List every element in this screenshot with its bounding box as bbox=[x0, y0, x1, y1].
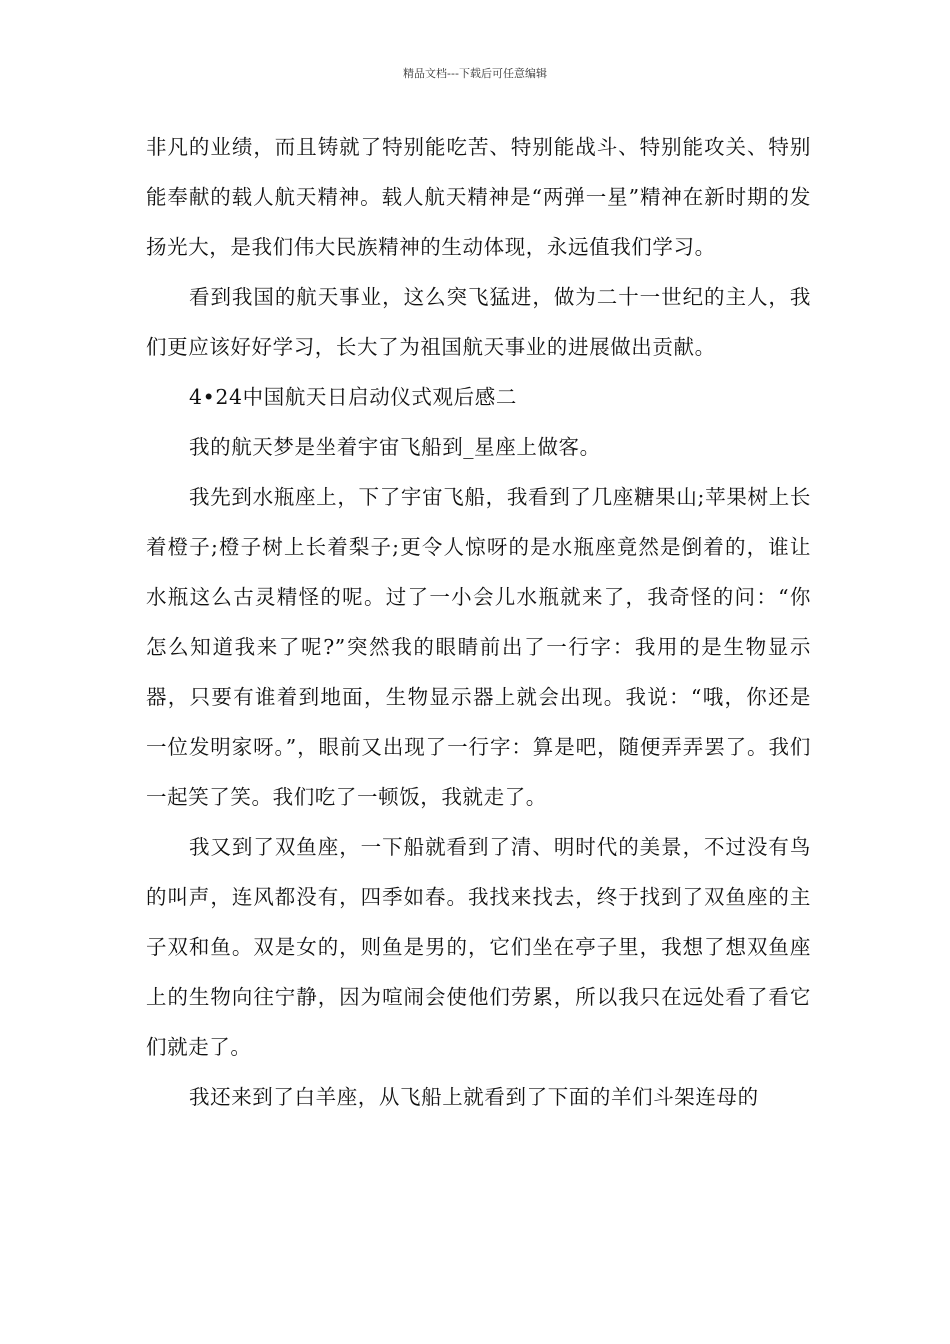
paragraph: 我的航天梦是坐着宇宙飞船到_星座上做客。 bbox=[189, 435, 601, 459]
document-body bbox=[146, 122, 811, 1122]
paragraph: 我还来到了白羊座，从飞船上就看到了下面的羊们斗架连母的 bbox=[189, 1085, 759, 1109]
page-header: 精品文档---下载后可任意编辑 bbox=[403, 67, 547, 80]
paragraph-continuation: 非凡的业绩，而且铸就了特别能吃苦、特别能战斗、特别能攻关、特别能奉献的载人航天精神。载人航天精神是“两弹一星”精神在新时期的发扬光大，是我们伟大民族精神的生动体现，永远值我们学习。 bbox=[146, 135, 811, 259]
paragraph: 我又到了双鱼座，一下船就看到了清、明时代的美景，不过没有鸟的叫声，连风都没有，四季如春。我找来找去，终于找到了双鱼座的主子双和鱼。双是女的，则鱼是男的，它们坐在亭子里，我想了想双鱼座上的生物向往宁静，因为喧闹会使他们劳累，所以我只在远处看了看它们就走了。 bbox=[146, 835, 811, 1059]
paragraph: 看到我国的航天事业，这么突飞猛进，做为二十一世纪的主人，我们更应该好好学习，长大了为祖国航天事业的进展做出贡献。 bbox=[146, 285, 811, 359]
paragraph: 我先到水瓶座上，下了宇宙飞船，我看到了几座糖果山;苹果树上长着橙子;橙子树上长着梨子;更令人惊呀的是水瓶座竟然是倒着的，谁让水瓶这么古灵精怪的呢。过了一小会儿水瓶就来了，我奇怪的问：“你怎么知道我来了呢?”突然我的眼睛前出了一行字：我用的是生物显示器，只要有谁着到地面，生物显示器上就会出现。我说：“哦，你还是一位发明家呀。”，眼前又出现了一行字：算是吧，随便弄弄罢了。我们一起笑了笑。我们吃了一顿饭，我就走了。 bbox=[146, 485, 811, 809]
section-heading: 4•24中国航天日启动仪式观后感二 bbox=[189, 385, 517, 409]
